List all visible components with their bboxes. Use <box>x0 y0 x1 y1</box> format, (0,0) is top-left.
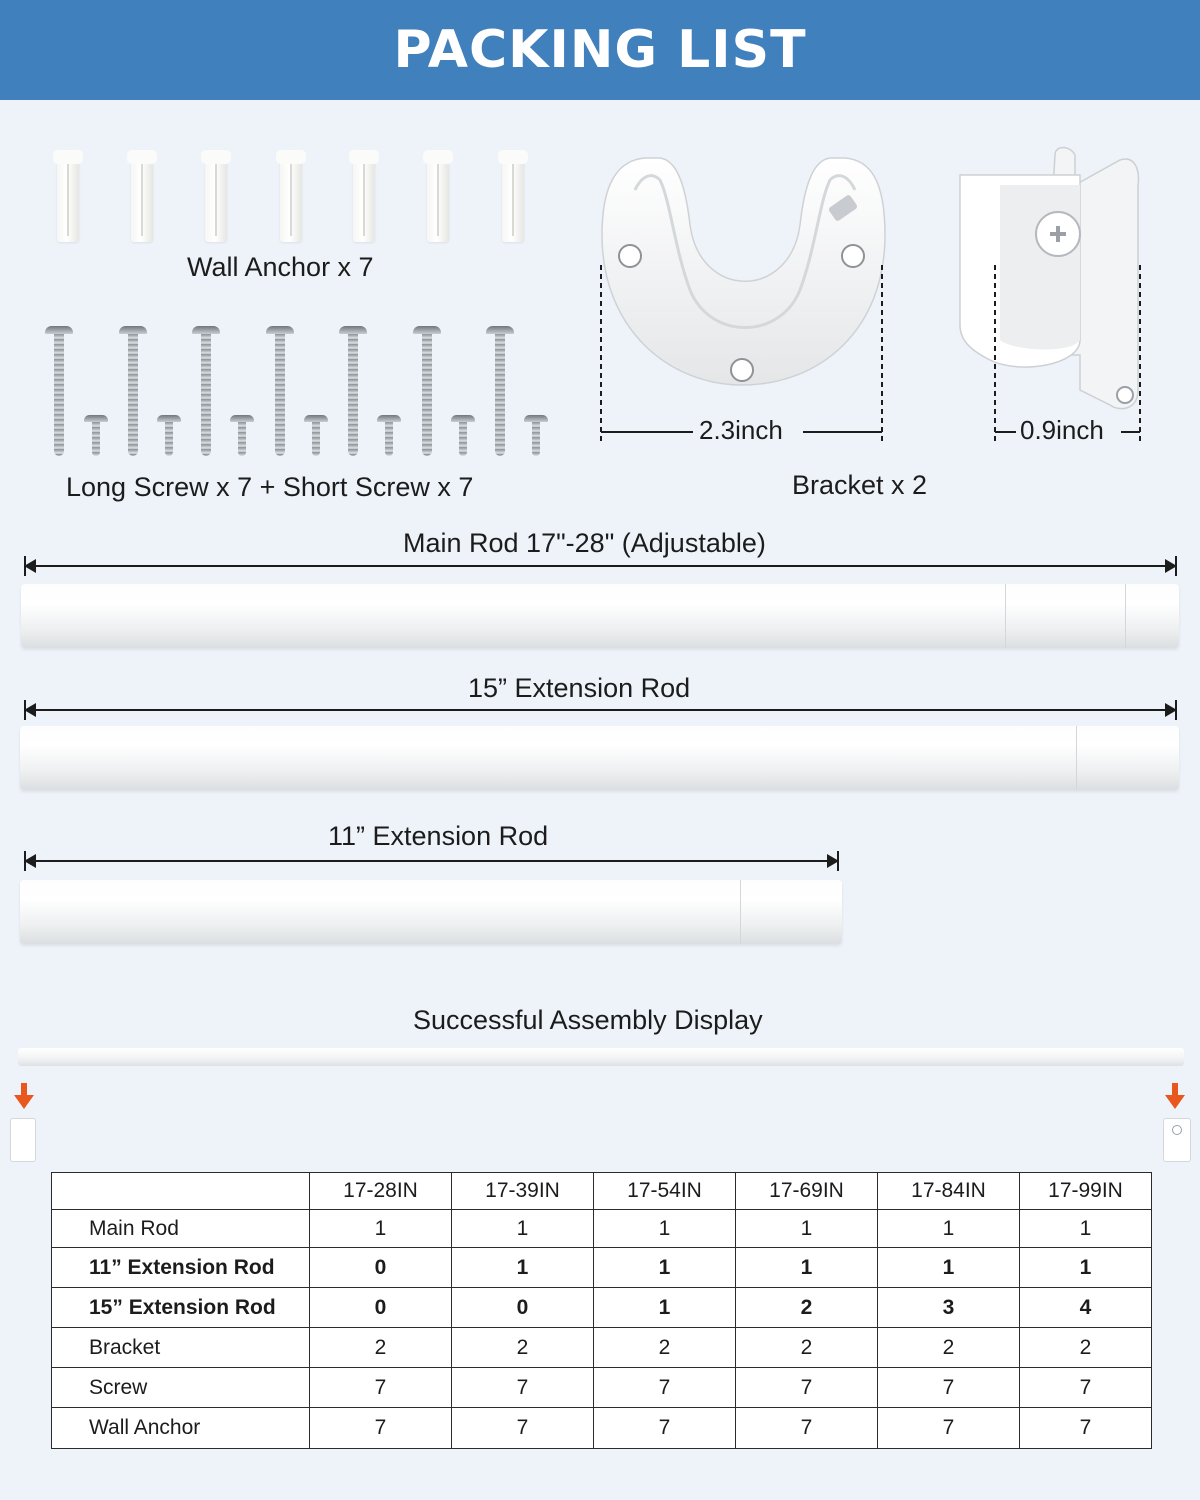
configuration-table <box>51 1172 1152 1449</box>
table-row <box>52 1368 1152 1408</box>
row-label: Wall Anchor <box>52 1408 310 1449</box>
main-rod-image <box>21 584 1179 648</box>
bracket-width-label: 2.3inch <box>699 415 783 445</box>
table-header-cell: 17-28IN <box>310 1173 452 1210</box>
table-cell: 7 <box>878 1368 1020 1408</box>
table-cell: 1 <box>310 1210 452 1248</box>
assembled-rod-image <box>18 1048 1184 1066</box>
extension-rod-15-dimension-line <box>24 709 1177 711</box>
table-header-cell: 17-69IN <box>736 1173 878 1210</box>
table-cell: 7 <box>310 1368 452 1408</box>
table-header-cell: 17-39IN <box>452 1173 594 1210</box>
table-row <box>52 1408 1152 1449</box>
table-cell: 7 <box>452 1408 594 1449</box>
table-cell: 1 <box>878 1210 1020 1248</box>
table-cell: 2 <box>594 1328 736 1368</box>
table-cell: 1 <box>1020 1210 1152 1248</box>
table-row <box>52 1328 1152 1368</box>
arrow-down-icon <box>1163 1083 1187 1111</box>
extension-rod-11-dimension-line <box>24 860 839 862</box>
table-cell: 0 <box>310 1288 452 1328</box>
extension-rod-15-label: 15” Extension Rod <box>468 673 691 703</box>
table-cell: 1 <box>736 1248 878 1288</box>
table-cell: 2 <box>736 1288 878 1328</box>
main-rod-label: Main Rod 17"-28" (Adjustable) <box>403 528 766 558</box>
table-cell: 1 <box>594 1248 736 1288</box>
row-label: Main Rod <box>52 1210 310 1248</box>
table-cell: 1 <box>452 1248 594 1288</box>
table-cell: 7 <box>310 1408 452 1449</box>
table-cell: 3 <box>878 1288 1020 1328</box>
table-cell: 7 <box>594 1408 736 1449</box>
table-header-cell <box>52 1173 310 1210</box>
row-label: Screw <box>52 1368 310 1408</box>
assembly-title: Successful Assembly Display <box>413 1005 763 1035</box>
table-cell: 7 <box>452 1368 594 1408</box>
table-cell: 7 <box>594 1368 736 1408</box>
right-bracket-image <box>1163 1118 1191 1162</box>
main-rod-dimension-line <box>24 565 1177 567</box>
bracket-depth-label: 0.9inch <box>1020 415 1104 445</box>
table-cell: 1 <box>1020 1248 1152 1288</box>
screws-label: Long Screw x 7 + Short Screw x 7 <box>66 472 474 502</box>
table-row <box>52 1248 1152 1288</box>
row-label: Bracket <box>52 1328 310 1368</box>
table-cell: 2 <box>878 1328 1020 1368</box>
table-cell: 2 <box>310 1328 452 1368</box>
bracket-label: Bracket x 2 <box>792 470 928 500</box>
table-cell: 7 <box>736 1408 878 1449</box>
table-header-cell: 17-84IN <box>878 1173 1020 1210</box>
table-cell: 0 <box>310 1248 452 1288</box>
extension-rod-11-label: 11” Extension Rod <box>328 821 549 851</box>
left-bracket-image <box>10 1118 36 1162</box>
row-label: 11” Extension Rod <box>52 1248 310 1288</box>
table-cell: 2 <box>736 1328 878 1368</box>
arrow-down-icon <box>12 1083 36 1111</box>
table-cell: 1 <box>594 1288 736 1328</box>
extension-rod-11-image <box>20 880 842 944</box>
table-cell: 2 <box>1020 1328 1152 1368</box>
table-cell: 7 <box>736 1368 878 1408</box>
table-cell: 2 <box>452 1328 594 1368</box>
table-cell: 7 <box>1020 1368 1152 1408</box>
table-row <box>52 1210 1152 1248</box>
table-header-cell: 17-54IN <box>594 1173 736 1210</box>
extension-rod-15-image <box>20 726 1179 790</box>
table-cell: 1 <box>594 1210 736 1248</box>
row-label: 15” Extension Rod <box>52 1288 310 1328</box>
table-header-row <box>52 1173 1152 1210</box>
table-row <box>52 1288 1152 1328</box>
page-title: PACKING LIST <box>393 20 807 80</box>
table-cell: 0 <box>452 1288 594 1328</box>
table-header-cell: 17-99IN <box>1020 1173 1152 1210</box>
table-cell: 4 <box>1020 1288 1152 1328</box>
table-cell: 1 <box>452 1210 594 1248</box>
table-cell: 7 <box>1020 1408 1152 1449</box>
table-cell: 7 <box>878 1408 1020 1449</box>
wall-anchor-label: Wall Anchor x 7 <box>187 252 374 282</box>
table-cell: 1 <box>878 1248 1020 1288</box>
table-cell: 1 <box>736 1210 878 1248</box>
